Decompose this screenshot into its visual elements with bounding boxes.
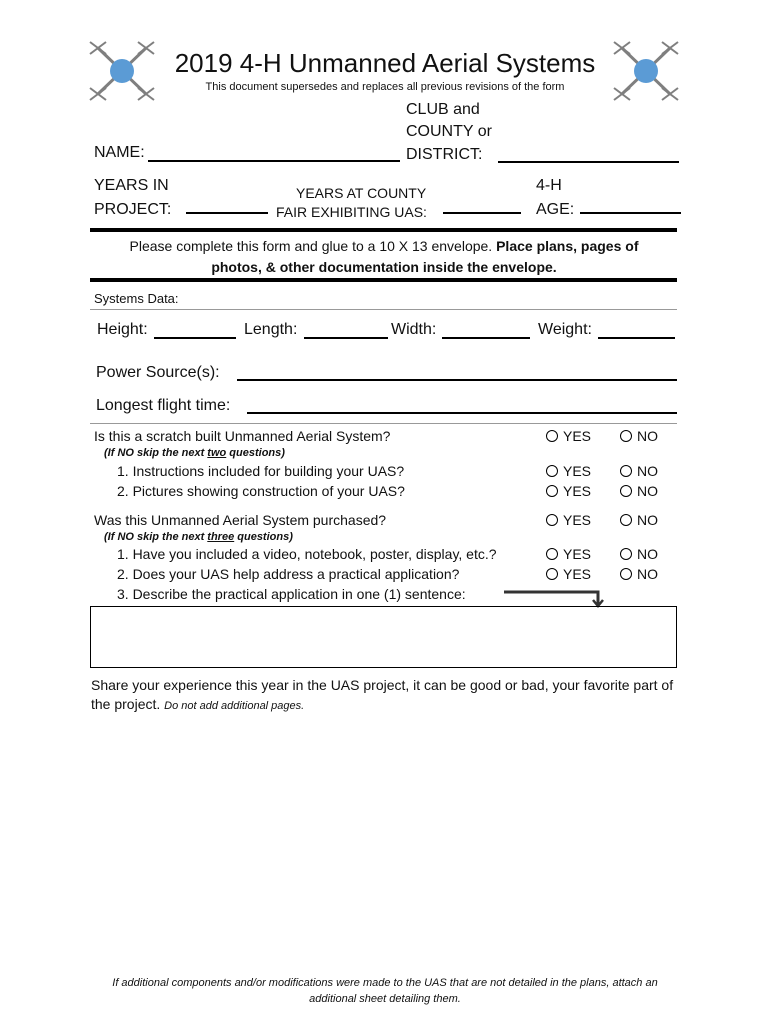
width-field[interactable] (442, 337, 530, 339)
club-field[interactable] (498, 161, 679, 163)
purchased-skip-pre: (If NO skip the next (104, 531, 208, 543)
scratch-item-2-no-radio[interactable] (620, 485, 632, 497)
height-field[interactable] (154, 337, 236, 339)
form-subtitle: This document supersedes and replaces all previous revisions of the form (205, 81, 565, 93)
scratch-item-1-yes-label: YES (563, 463, 592, 479)
years-fair-label-1: YEARS AT COUNTY (296, 185, 427, 201)
purchased-item-1-no-label: NO (637, 546, 658, 562)
power-label: Power Source(s): (96, 364, 220, 381)
purchased-skip-note (104, 531, 293, 543)
scratch-skip-post: questions) (226, 447, 285, 459)
years-project-label-2: PROJECT: (94, 201, 172, 218)
experience-text: Share your experience this year in the UAS project, it can be good or bad, your favorite part of the project. (91, 677, 674, 712)
club-label-2: COUNTY or (406, 123, 492, 140)
name-field[interactable] (148, 160, 400, 162)
purchased-item-2: 2. Does your UAS help address a practical application? (117, 566, 460, 582)
drone-logo-left (84, 34, 160, 108)
divider-bottom (90, 278, 677, 282)
scratch-no-label: NO (637, 428, 658, 444)
scratch-skip-word: two (207, 447, 227, 459)
purchased-item-3: 3. Describe the practical application in one (1) sentence: (117, 586, 466, 602)
scratch-item-1-yes-radio[interactable] (546, 465, 558, 477)
purchased-skip-post: questions) (234, 531, 293, 543)
section-divider (90, 423, 677, 424)
age-label-1: 4-H (536, 177, 562, 194)
height-label: Height: (97, 321, 148, 338)
years-fair-label-2: FAIR EXHIBITING UAS: (276, 204, 427, 220)
purchased-item-2-no-label: NO (637, 566, 658, 582)
scratch-yes-label: YES (563, 428, 592, 444)
age-field[interactable] (580, 212, 681, 214)
purchased-item-2-no-radio[interactable] (620, 568, 632, 580)
purchased-question: Was this Unmanned Aerial System purchased? (94, 512, 387, 528)
years-project-field[interactable] (186, 212, 268, 214)
length-label: Length: (244, 321, 298, 338)
weight-field[interactable] (598, 337, 675, 339)
scratch-skip-note (104, 447, 285, 459)
purchased-no-radio[interactable] (620, 514, 632, 526)
instructions-bold-1: Place plans, pages of (496, 238, 639, 254)
name-label: NAME: (94, 144, 145, 161)
purchased-no-label: NO (637, 512, 658, 528)
purchased-item-2-yes-radio[interactable] (546, 568, 558, 580)
footer-line-2: additional sheet detailing them. (309, 993, 461, 1005)
scratch-item-1: 1. Instructions included for building your UAS? (117, 463, 405, 479)
experience-note: Do not add additional pages. (164, 700, 305, 712)
scratch-item-2-yes-radio[interactable] (546, 485, 558, 497)
scratch-skip-pre: (If NO skip the next (104, 447, 208, 459)
scratch-yes-radio[interactable] (546, 430, 558, 442)
scratch-item-1-no-label: NO (637, 463, 658, 479)
scratch-item-2: 2. Pictures showing construction of your UAS? (117, 483, 405, 499)
age-label-2: AGE: (536, 201, 575, 218)
purchased-item-1-no-radio[interactable] (620, 548, 632, 560)
purchased-yes-radio[interactable] (546, 514, 558, 526)
systems-divider (90, 309, 677, 310)
weight-label: Weight: (538, 321, 592, 338)
flight-time-label: Longest flight time: (96, 397, 231, 414)
width-label: Width: (391, 321, 437, 338)
years-fair-field[interactable] (443, 212, 521, 214)
divider-top (90, 228, 677, 232)
instructions (94, 236, 674, 278)
footer-note (80, 975, 690, 1007)
systems-label: Systems Data: (94, 291, 179, 306)
experience-prompt (91, 676, 681, 716)
purchased-item-2-yes-label: YES (563, 566, 592, 582)
flight-time-field[interactable] (247, 412, 677, 414)
purchased-item-1-yes-radio[interactable] (546, 548, 558, 560)
scratch-item-2-yes-label: YES (563, 483, 592, 499)
practical-application-box[interactable] (90, 606, 677, 668)
purchased-item-1-yes-label: YES (563, 546, 592, 562)
purchased-yes-label: YES (563, 512, 592, 528)
power-field[interactable] (237, 379, 677, 381)
form-title: 2019 4-H Unmanned Aerial Systems (174, 48, 596, 78)
scratch-question: Is this a scratch built Unmanned Aerial System? (94, 428, 391, 444)
instructions-bold-2: photos, & other documentation inside the envelope. (211, 259, 557, 275)
footer-line-1: If additional components and/or modifications were made to the UAS that are not detailed in the plans, attach an (112, 977, 658, 989)
years-project-label-1: YEARS IN (94, 177, 169, 194)
purchased-item-1: 1. Have you included a video, notebook, poster, display, etc.? (117, 546, 497, 562)
scratch-no-radio[interactable] (620, 430, 632, 442)
scratch-item-1-no-radio[interactable] (620, 465, 632, 477)
length-field[interactable] (304, 337, 388, 339)
purchased-skip-word: three (207, 531, 235, 543)
instructions-text: Please complete this form and glue to a 10 X 13 envelope. (129, 238, 497, 254)
arrow-down-right-icon (502, 586, 606, 608)
club-label-1: CLUB and (406, 101, 480, 118)
club-label-3: DISTRICT: (406, 146, 483, 163)
scratch-item-2-no-label: NO (637, 483, 658, 499)
